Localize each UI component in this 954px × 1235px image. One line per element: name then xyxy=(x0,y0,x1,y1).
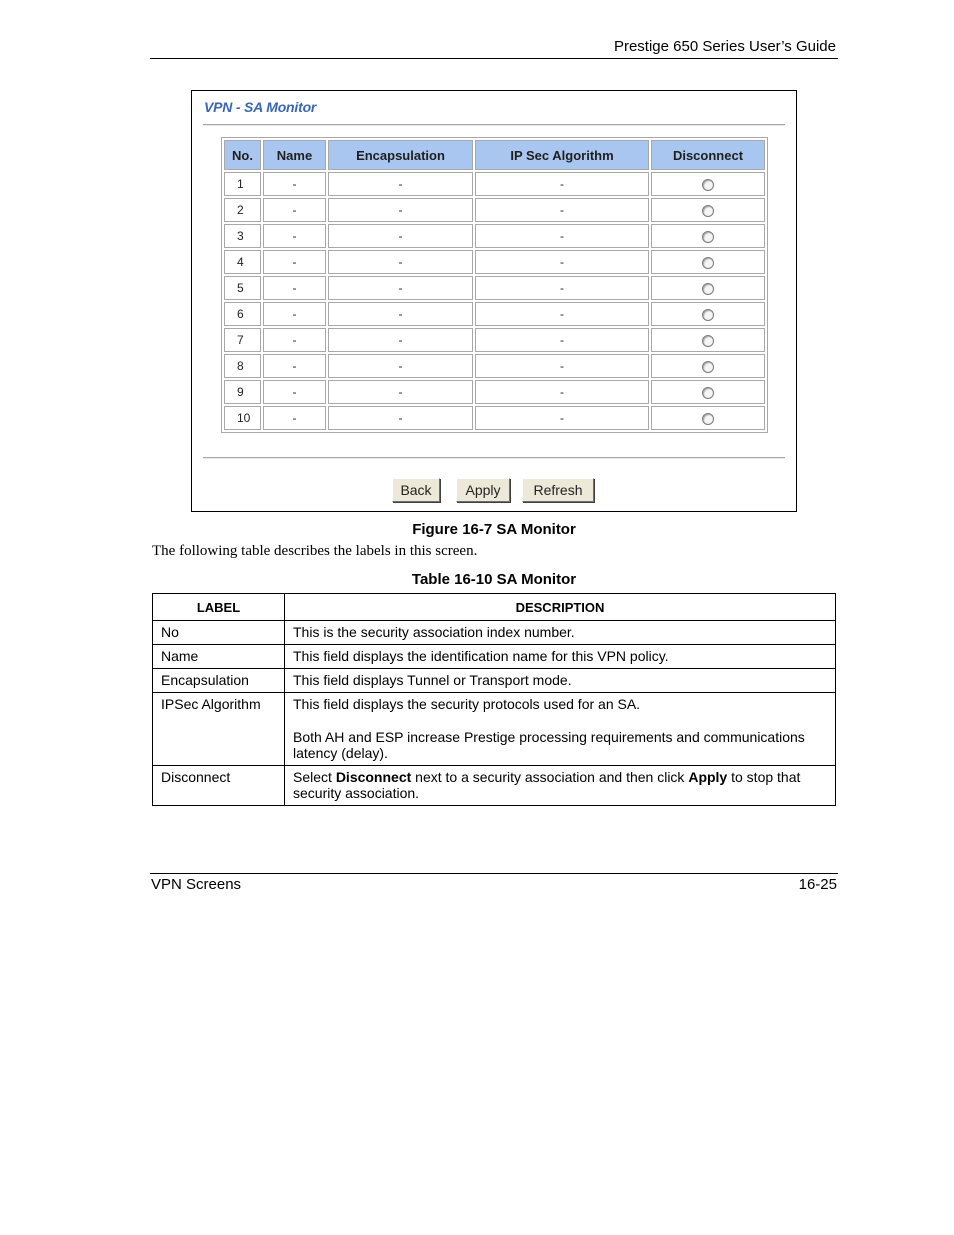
disconnect-cell xyxy=(651,354,765,378)
description-column-header: DESCRIPTION xyxy=(285,594,836,621)
refresh-button[interactable]: Refresh xyxy=(522,478,594,502)
row-algorithm: - xyxy=(475,380,649,404)
row-number: 3 xyxy=(224,224,261,248)
table-row xyxy=(153,669,836,693)
col-header-ipsec-algorithm: IP Sec Algorithm xyxy=(475,140,649,170)
row-description: This field displays Tunnel or Transport mode. xyxy=(285,669,836,693)
disconnect-cell xyxy=(651,302,765,326)
disconnect-cell xyxy=(651,198,765,222)
row-name: - xyxy=(263,328,326,352)
row-algorithm: - xyxy=(475,250,649,274)
table-row xyxy=(153,766,836,806)
row-encapsulation: - xyxy=(328,380,473,404)
title-divider xyxy=(203,124,785,126)
disconnect-radio[interactable] xyxy=(702,179,714,191)
row-number: 5 xyxy=(224,276,261,300)
row-name: - xyxy=(263,406,326,430)
disconnect-radio[interactable] xyxy=(702,309,714,321)
row-number: 8 xyxy=(224,354,261,378)
disconnect-radio[interactable] xyxy=(702,283,714,295)
table-row xyxy=(224,172,765,196)
description-line: Both AH and ESP increase Prestige processing requirements and communications latency (delay). xyxy=(293,729,805,761)
page-number: 16-25 xyxy=(798,876,837,893)
col-header-name: Name xyxy=(263,140,326,170)
disconnect-cell xyxy=(651,224,765,248)
disconnect-cell xyxy=(651,406,765,430)
figure-caption: Figure 16-7 SA Monitor xyxy=(412,521,576,538)
row-algorithm: - xyxy=(475,172,649,196)
row-name: - xyxy=(263,172,326,196)
sa-monitor-table xyxy=(221,137,768,433)
disconnect-radio[interactable] xyxy=(702,231,714,243)
page-footer xyxy=(150,873,838,896)
col-header-disconnect: Disconnect xyxy=(651,140,765,170)
table-row xyxy=(224,406,765,430)
row-encapsulation: - xyxy=(328,328,473,352)
row-description xyxy=(285,693,836,766)
table-row xyxy=(224,198,765,222)
row-algorithm: - xyxy=(475,224,649,248)
row-algorithm: - xyxy=(475,328,649,352)
disconnect-cell xyxy=(651,276,765,300)
intro-paragraph: The following table describes the labels in this screen. xyxy=(152,543,478,559)
buttons-divider xyxy=(203,457,785,459)
table-row xyxy=(153,693,836,766)
row-name: - xyxy=(263,250,326,274)
row-encapsulation: - xyxy=(328,250,473,274)
row-encapsulation: - xyxy=(328,354,473,378)
table-row xyxy=(224,380,765,404)
disconnect-cell xyxy=(651,328,765,352)
row-number: 6 xyxy=(224,302,261,326)
table-row xyxy=(224,276,765,300)
row-algorithm: - xyxy=(475,354,649,378)
row-encapsulation: - xyxy=(328,224,473,248)
row-encapsulation: - xyxy=(328,198,473,222)
description-line: This field displays the security protocols used for an SA. xyxy=(293,696,641,712)
disconnect-cell xyxy=(651,380,765,404)
row-encapsulation: - xyxy=(328,172,473,196)
disconnect-radio[interactable] xyxy=(702,387,714,399)
row-number: 10 xyxy=(224,406,261,430)
col-header-no: No. xyxy=(224,140,261,170)
col-header-encapsulation: Encapsulation xyxy=(328,140,473,170)
description-bold-term: Disconnect xyxy=(335,769,412,785)
row-label: Disconnect xyxy=(153,766,285,806)
table-row xyxy=(224,250,765,274)
label-column-header: LABEL xyxy=(153,594,285,621)
table-row xyxy=(224,224,765,248)
table-row xyxy=(224,328,765,352)
row-name: - xyxy=(263,380,326,404)
row-description: This field displays the identification name for this VPN policy. xyxy=(285,645,836,669)
guide-title: Prestige 650 Series User’s Guide xyxy=(613,38,836,55)
description-text: next to a security association and then click xyxy=(411,769,689,785)
screen-title: VPN - SA Monitor xyxy=(204,99,317,115)
row-name: - xyxy=(263,224,326,248)
sa-monitor-screenshot xyxy=(191,90,797,512)
row-encapsulation: - xyxy=(328,406,473,430)
row-number: 7 xyxy=(224,328,261,352)
row-name: - xyxy=(263,302,326,326)
row-encapsulation: - xyxy=(328,302,473,326)
row-description: This is the security association index number. xyxy=(285,621,836,645)
row-name: - xyxy=(263,354,326,378)
row-name: - xyxy=(263,198,326,222)
disconnect-radio[interactable] xyxy=(702,413,714,425)
label-description-table xyxy=(152,593,836,806)
back-button[interactable]: Back xyxy=(392,478,440,502)
row-number: 1 xyxy=(224,172,261,196)
table-row xyxy=(153,645,836,669)
row-number: 4 xyxy=(224,250,261,274)
row-algorithm: - xyxy=(475,406,649,430)
row-name: - xyxy=(263,276,326,300)
apply-button[interactable]: Apply xyxy=(456,478,510,502)
disconnect-cell xyxy=(651,172,765,196)
disconnect-radio[interactable] xyxy=(702,257,714,269)
row-label: Encapsulation xyxy=(153,669,285,693)
description-bold-term: Apply xyxy=(688,769,728,785)
row-algorithm: - xyxy=(475,276,649,300)
row-label: IPSec Algorithm xyxy=(153,693,285,766)
disconnect-radio[interactable] xyxy=(702,205,714,217)
disconnect-cell xyxy=(651,250,765,274)
table-caption: Table 16-10 SA Monitor xyxy=(411,571,577,588)
row-description xyxy=(285,766,836,806)
footer-section: VPN Screens xyxy=(151,876,242,893)
row-label: Name xyxy=(153,645,285,669)
table-row xyxy=(224,302,765,326)
row-encapsulation: - xyxy=(328,276,473,300)
table-row xyxy=(224,354,765,378)
table-row xyxy=(153,621,836,645)
description-text: to stop that security association. xyxy=(293,769,801,801)
sa-table-header-row xyxy=(224,140,765,170)
desc-table-header-row xyxy=(153,594,836,621)
running-header xyxy=(150,38,838,59)
row-algorithm: - xyxy=(475,198,649,222)
disconnect-radio[interactable] xyxy=(702,361,714,373)
description-text: Select xyxy=(293,769,336,785)
row-algorithm: - xyxy=(475,302,649,326)
disconnect-radio[interactable] xyxy=(702,335,714,347)
row-label: No xyxy=(153,621,285,645)
row-number: 9 xyxy=(224,380,261,404)
row-number: 2 xyxy=(224,198,261,222)
